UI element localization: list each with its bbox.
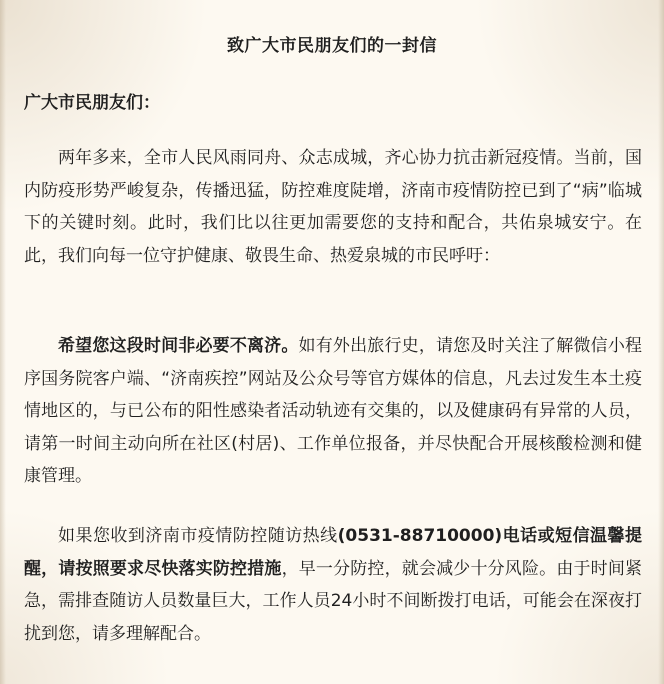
letter-title: 致广大市民朋友们的一封信 — [227, 36, 437, 56]
paragraph-2-bold-lead: 希望您这段时间非必要不离济。 — [58, 336, 299, 356]
paragraph-1: 两年多来，全市人民风雨同舟、众志成城，齐心协力抗击新冠疫情。当前，国内防疫形势严峻复杂，传播迅猛，防控难度陡增，济南市疫情防控已到了“病”临城下的关键时刻。此时，我们比以往更加需要您的支持和配合，共佑泉城安宁。在此，我们向每一位守护健康、敬畏生命、热爱泉城的市民呼吁： — [24, 148, 642, 266]
letter-salutation: 广大市民朋友们： — [24, 93, 160, 113]
paragraph-3-bold-hotline: (0531-88710000)电话或短信温馨提醒，请按照要求尽快落实防控措施 — [24, 526, 642, 579]
paper-edge-right — [658, 0, 664, 684]
paragraph-3 — [24, 520, 642, 650]
paragraph-3-text: ，早一分防控，就会减少十分风险。由于时间紧急，需排查随访人员数量巨大，工作人员24小时不间断拨打电话，可能会在深夜打扰到您，请多理解配合。 — [24, 558, 643, 644]
paragraph-2 — [24, 330, 642, 493]
paper-edge-left — [0, 0, 6, 684]
paragraph-3-intro: 如果您收到济南市疫情防控随访热线 — [58, 526, 338, 546]
paragraph-2-text: 如有外出旅行史，请您及时关注了解微信小程序国务院客户端、“济南疾控”网站及公众号等官方媒体的信息，凡去过发生本土疫情地区的，与已公布的阳性感染者活动轨迹有交集的，以及健康码有异常的人员，请第一时间主动向所在社区(村居)、工作单位报备，并尽快配合开展核酸检测和健康管理。 — [24, 336, 643, 486]
